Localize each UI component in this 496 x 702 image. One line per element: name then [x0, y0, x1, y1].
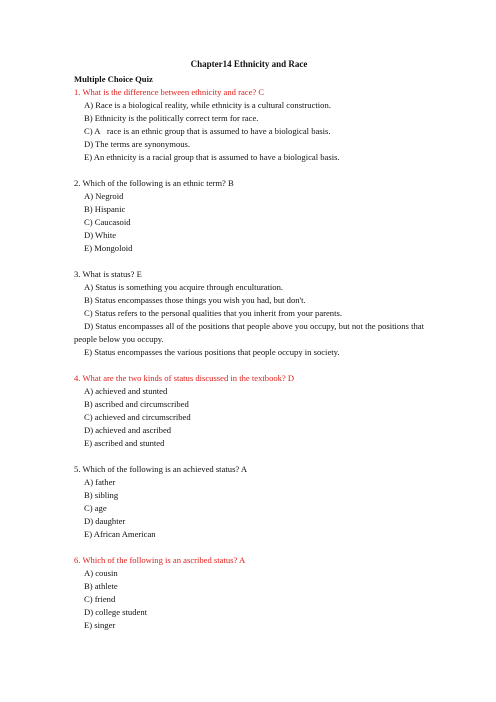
- answer-option-b: B) sibling: [84, 490, 119, 500]
- question-text: 1. What is the difference between ethnicity and race? C: [74, 87, 265, 97]
- answer-option-a: A) achieved and stunted: [84, 386, 168, 396]
- question-3: [74, 268, 424, 359]
- answer-option-a: A) Status is something you acquire through enculturation.: [84, 282, 284, 292]
- answer-option-b: B) Status encompasses those things you wish you had, but don't.: [84, 295, 306, 305]
- answer-option-a: A) Negroid: [84, 191, 124, 201]
- answer-option-c: C) age: [84, 503, 107, 513]
- answer-option-c: C) A race is an ethnic group that is assumed to have a biological basis.: [84, 126, 331, 136]
- answer-option-d: D) daughter: [84, 516, 126, 526]
- answer-option-b: B) Hispanic: [84, 204, 126, 214]
- answer-option-e: E) African American: [84, 529, 156, 539]
- answer-option-e: E) singer: [84, 620, 116, 630]
- answer-option-e: E) Status encompasses the various positions that people occupy in society.: [84, 347, 340, 357]
- answer-option-c: C) achieved and circumscribed: [84, 412, 191, 422]
- answer-option-b: B) Ethnicity is the politically correct term for race.: [84, 113, 259, 123]
- answer-option-a: A) Race is a biological reality, while ethnicity is a cultural construction.: [84, 100, 331, 110]
- answer-option-e: E) ascribed and stunted: [84, 438, 165, 448]
- quiz-subtitle: Multiple Choice Quiz: [74, 74, 153, 84]
- answer-option-b: B) ascribed and circumscribed: [84, 399, 189, 409]
- answer-option-e: E) An ethnicity is a racial group that is assumed to have a biological basis.: [84, 152, 340, 162]
- question-2: [74, 177, 424, 255]
- question-text: 2. Which of the following is an ethnic term? B: [74, 178, 234, 188]
- answer-option-b: B) athlete: [84, 581, 118, 591]
- question-6: [74, 554, 424, 632]
- question-text: 4. What are the two kinds of status discussed in the textbook? D: [74, 373, 295, 383]
- spacer: [74, 255, 424, 268]
- answer-option-d: D) Status encompasses all of the positions that people above you occupy, but not the positions that people below you occupy.: [74, 321, 424, 344]
- answer-option-c: C) friend: [84, 594, 116, 604]
- answer-option-e: E) Mongoloid: [84, 243, 133, 253]
- document-content: [74, 58, 424, 632]
- spacer: [74, 359, 424, 372]
- question-1: [74, 86, 424, 164]
- question-text: 6. Which of the following is an ascribed status? A: [74, 555, 246, 565]
- answer-option-d: D) achieved and ascribed: [84, 425, 172, 435]
- question-4: [74, 372, 424, 450]
- spacer: [74, 450, 424, 463]
- answer-option-d: D) White: [84, 230, 117, 240]
- spacer: [74, 164, 424, 177]
- question-5: [74, 463, 424, 541]
- answer-option-d: D) The terms are synonymous.: [84, 139, 191, 149]
- answer-option-d: D) college student: [84, 607, 148, 617]
- spacer: [74, 541, 424, 554]
- question-text: 5. Which of the following is an achieved status? A: [74, 464, 248, 474]
- answer-option-c: C) Status refers to the personal qualities that you inherit from your parents.: [84, 308, 342, 318]
- page-title: Chapter14 Ethnicity and Race: [190, 59, 308, 69]
- answer-option-c: C) Caucasoid: [84, 217, 131, 227]
- answer-option-a: A) father: [84, 477, 116, 487]
- answer-option-a: A) cousin: [84, 568, 118, 578]
- question-text: 3. What is status? E: [74, 269, 142, 279]
